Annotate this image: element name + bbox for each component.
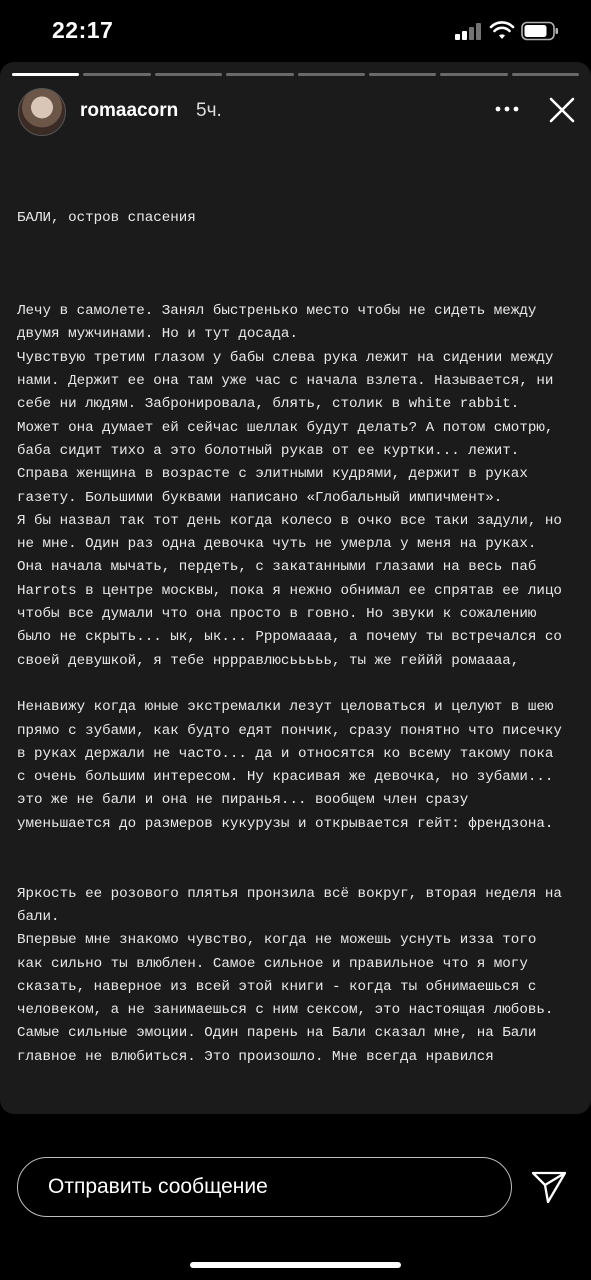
story-text-line: своей девушкой, я тебе нррравлюсььььь, ты же геййй ромаааа, bbox=[17, 652, 520, 669]
close-icon[interactable] bbox=[548, 96, 576, 124]
story-username[interactable]: romaacorn bbox=[80, 100, 179, 121]
story-text-line: уменьшается до размеров кукурузы и открывается гейт: френдзона. bbox=[17, 815, 554, 832]
story-text-line: Самые сильные эмоции. Один парень на Бали сказал мне, на Бали bbox=[17, 1025, 537, 1042]
status-bar bbox=[0, 0, 591, 62]
story-text-line: с очень большим интересом. Ну красивая же девочка, но зубами... bbox=[17, 769, 554, 786]
story-text-line: баба сидит тихо а это болотный рукав от ее куртки... лежит. bbox=[17, 442, 520, 459]
story-text-line bbox=[17, 673, 573, 696]
progress-segment bbox=[12, 73, 79, 76]
avatar[interactable] bbox=[18, 88, 66, 136]
story-viewer[interactable] bbox=[0, 62, 591, 1114]
progress-segment bbox=[226, 73, 293, 76]
reply-placeholder: Отправить сообщение bbox=[48, 1175, 268, 1198]
story-text-line: нами. Держит ее она там уже час с начала взлета. Называется, ни bbox=[17, 373, 554, 390]
story-text-line: БАЛИ, остров спасения bbox=[17, 210, 196, 226]
story-text-line: человеком, а не занимаешься с ним сексом, это настоящая любовь. bbox=[17, 1002, 554, 1019]
more-dots-icon[interactable] bbox=[494, 102, 520, 116]
story-text-line: прямо с зубами, как будто едят пончик, сразу понятно что писечку bbox=[17, 722, 562, 739]
reply-input[interactable] bbox=[17, 1157, 512, 1217]
progress-segment bbox=[440, 73, 507, 76]
story-text-line: двумя мужчинами. Но и тут досада. bbox=[17, 326, 298, 343]
story-time-ago: 5ч. bbox=[196, 100, 222, 121]
story-text-line: Может она думает ей сейчас шеллак будут делать? А потом смотрю, bbox=[17, 419, 554, 436]
story-text-line: Harrots в центре москвы, пока я нежно обнимал ее спрятав ее лицо bbox=[17, 582, 562, 599]
wifi-icon bbox=[490, 21, 514, 41]
story-text-line: Ненавижу когда юные экстремалки лезут целоваться и целуют в шею bbox=[17, 699, 554, 716]
story-text-line: Яркость ее розового плятья пронзила всё вокруг, вторая неделя на bbox=[17, 885, 562, 902]
story-text-line bbox=[17, 836, 573, 859]
story-text-line bbox=[17, 859, 573, 882]
progress-segment bbox=[369, 73, 436, 76]
home-indicator bbox=[190, 1262, 401, 1268]
story-text-line: бали. bbox=[17, 908, 60, 925]
story-text-line bbox=[17, 230, 573, 253]
story-text-line: Лечу в самолете. Занял быстренько место чтобы не сидеть между bbox=[17, 303, 537, 320]
story-text-line: Чувствую третим глазом у бабы слева рука лежит на сидении между bbox=[17, 349, 554, 366]
story-text-line: Справа женщина в возрасте с элитными кудрями, держит в руках bbox=[17, 466, 528, 483]
story-text-line: главное не влюбиться. Это произошло. Мне всегда нравился bbox=[17, 1048, 494, 1065]
signal-icon bbox=[455, 22, 483, 40]
story-text-line: чтобы все думали что она просто в говно. Но звуки к сожалению bbox=[17, 606, 537, 623]
story-text-line: сказать, наверное из всей этой книги - когда ты обнимаешься с bbox=[17, 978, 537, 995]
story-text-line: Впервые мне знакомо чувство, когда не можешь уснуть изза того bbox=[17, 932, 537, 949]
story-text-line: Я бы назвал так тот день когда колесо в очко все таки задули, но bbox=[17, 512, 562, 529]
progress-segment bbox=[512, 73, 579, 76]
story-text-line: как сильно ты влюблен. Самое сильное и правильное что я могу bbox=[17, 955, 528, 972]
story-text-line bbox=[17, 254, 573, 277]
story-text-line bbox=[17, 277, 573, 300]
status-time: 22:17 bbox=[52, 17, 114, 43]
story-text-line: не мне. Один раз одна девочка чуть не умерла у меня на руках. bbox=[17, 536, 537, 553]
story-text-line: газету. Большими буквами написано «Глобальный импичмент». bbox=[17, 489, 503, 506]
story-text-line: Она начала мычать, пердеть, с закатанными глазами на весь паб bbox=[17, 559, 537, 576]
story-text-line: себе ни людям. Забронировала, блять, столик в white rabbit. bbox=[17, 396, 520, 413]
story-text bbox=[17, 207, 573, 1065]
story-progress-bar bbox=[12, 73, 579, 77]
send-icon[interactable] bbox=[531, 1170, 567, 1204]
story-text-line: было не скрыть... ык, ык... Ррромаааа, а почему ты встречался со bbox=[17, 629, 562, 646]
progress-segment bbox=[155, 73, 222, 76]
story-text-line: в руках держали не часто... да и относятся ко всему такому пока bbox=[17, 745, 554, 762]
progress-segment bbox=[83, 73, 150, 76]
story-header bbox=[0, 86, 591, 142]
story-text-line: это же не бали и она не пиранья... вообщем член сразу bbox=[17, 792, 469, 809]
battery-icon bbox=[521, 21, 559, 41]
progress-segment bbox=[298, 73, 365, 76]
